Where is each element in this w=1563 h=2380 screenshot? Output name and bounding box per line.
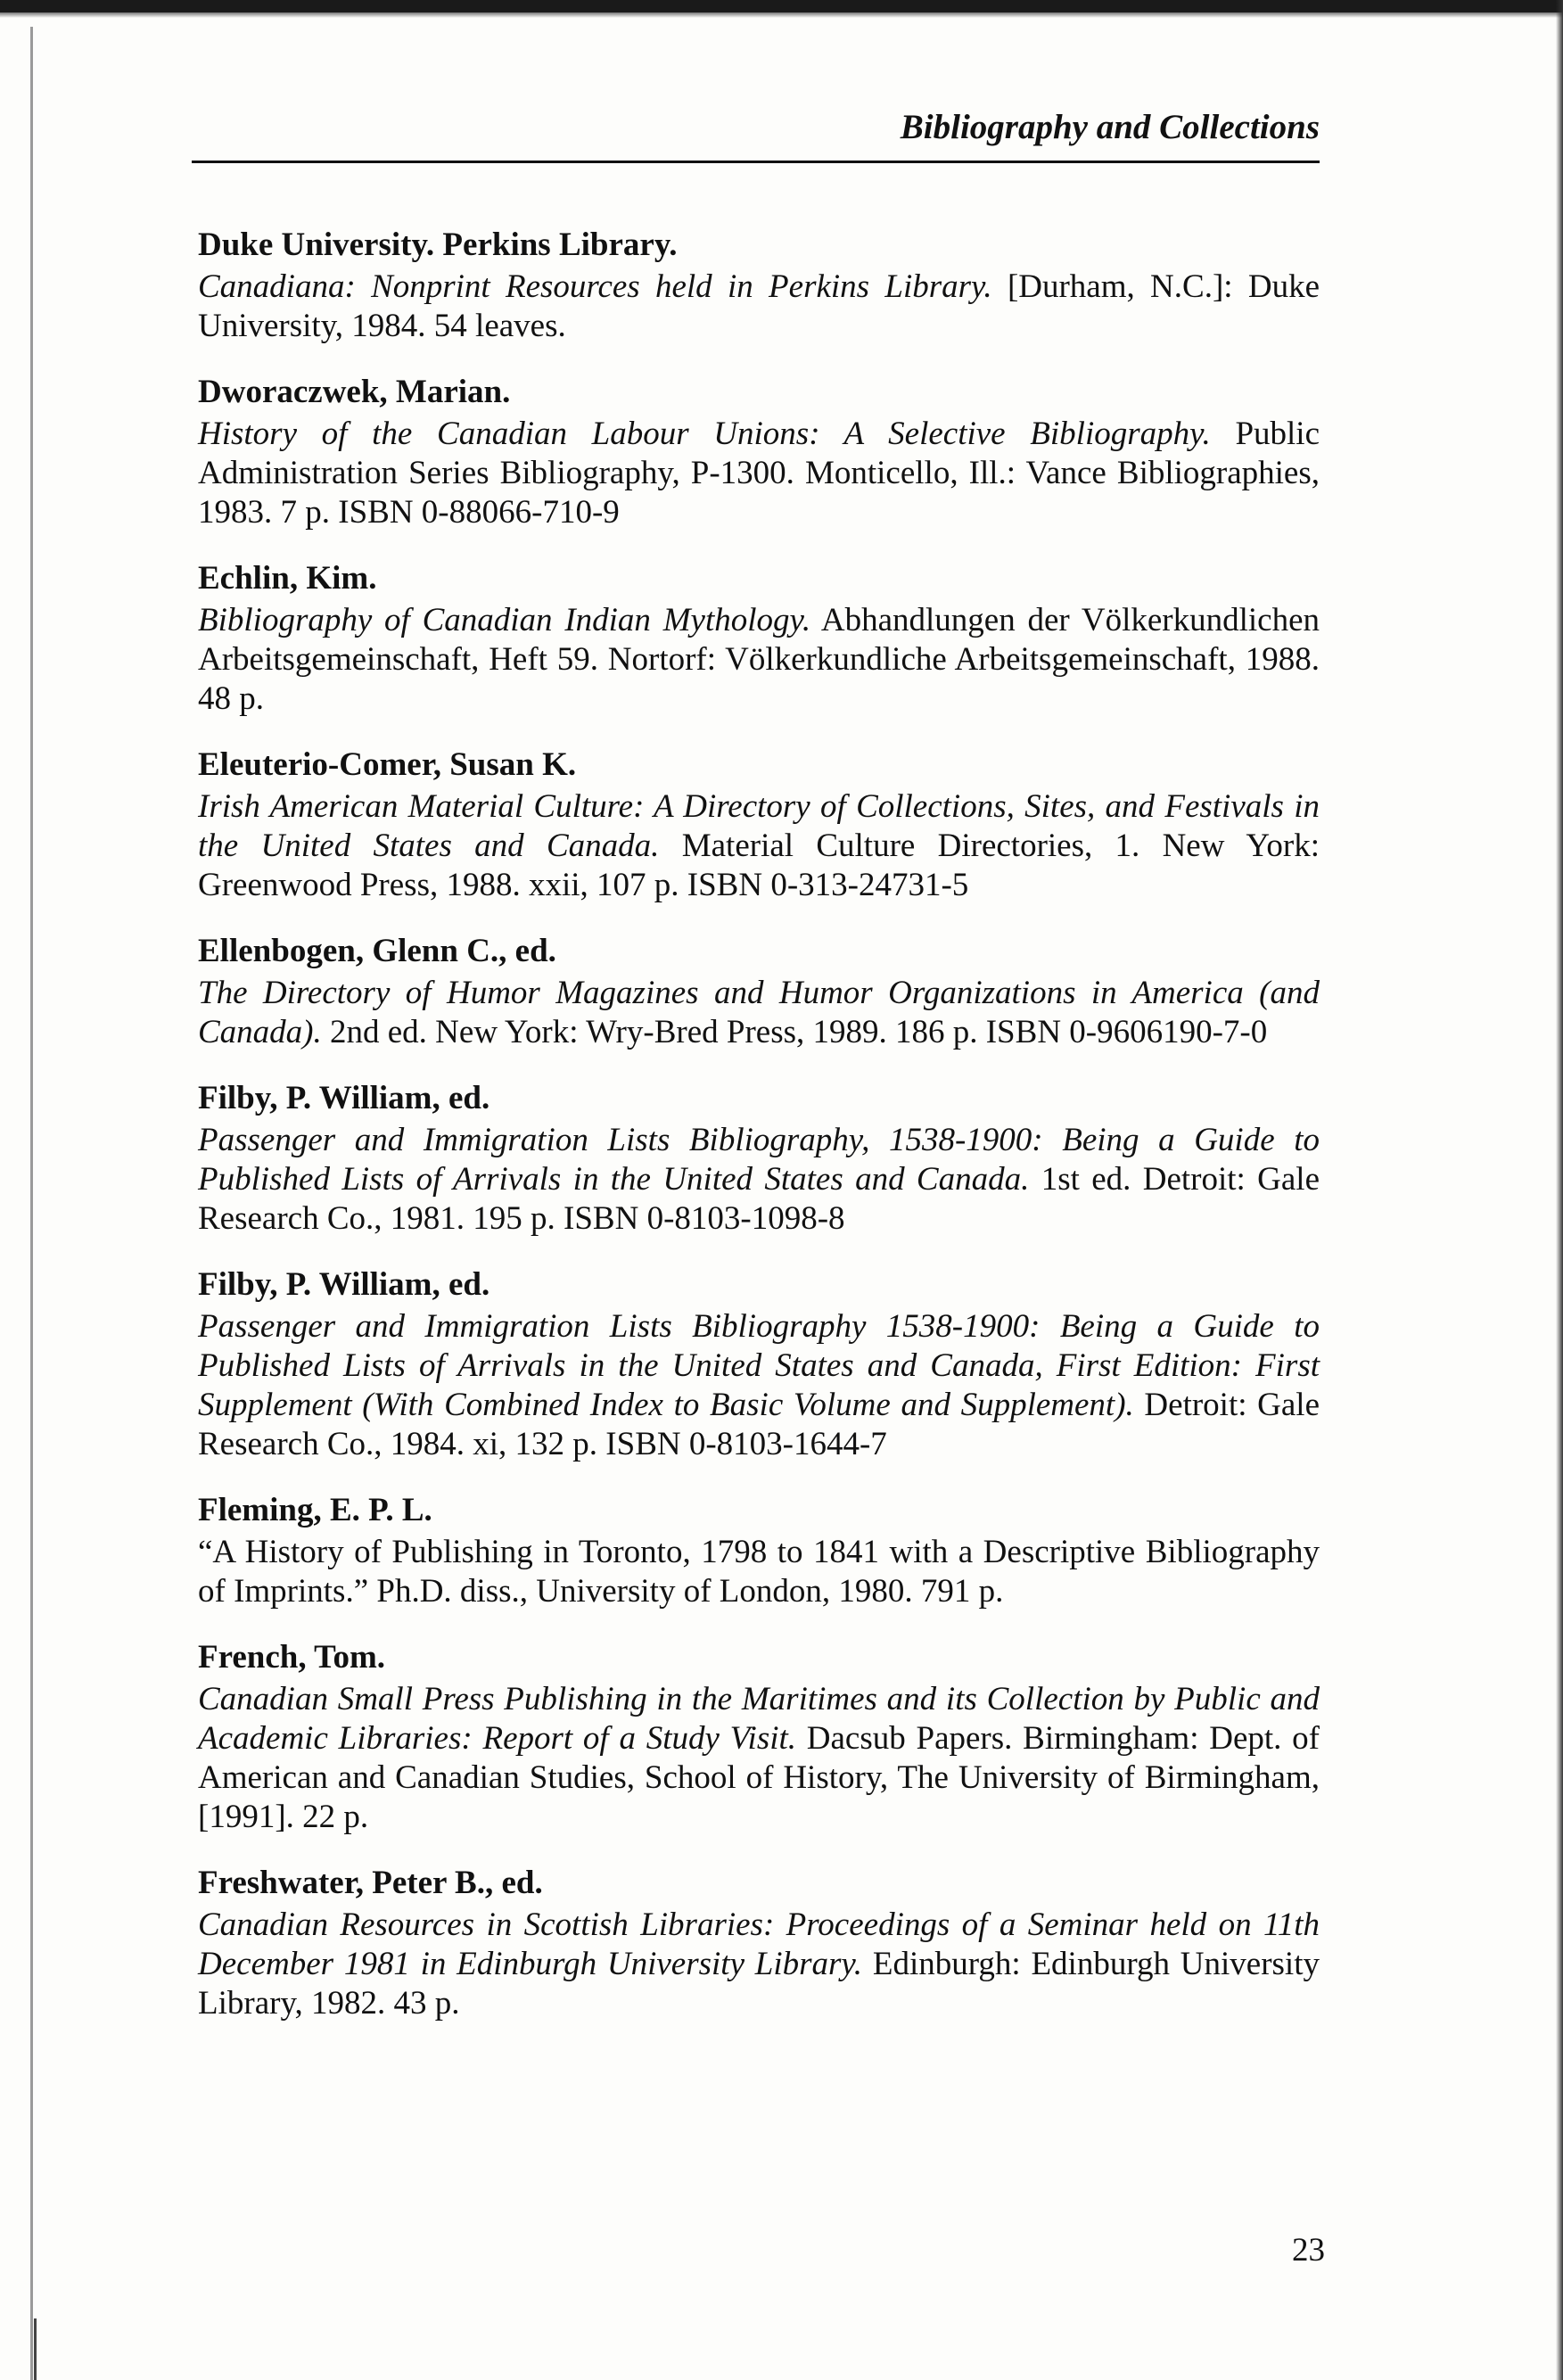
bibliography-entry: [198, 1861, 1320, 2023]
entry-description: [198, 1906, 1320, 2023]
scan-left-edge-mark: [34, 2318, 37, 2380]
scan-right-edge: [1556, 0, 1563, 2380]
bibliography-entry: [198, 223, 1320, 346]
bibliography-entry: [198, 1635, 1320, 1837]
entry-author: French, Tom.: [198, 1639, 386, 1676]
entry-title: Passenger and Immigration Lists Bibliography 1538-1900: Being a Guide to Published Lists of Arrivals in the United States and Canada, First Edition: First Supplement (With Combined Index to Basic Volume and Supplement).: [198, 1308, 1320, 1423]
entry-title: Irish American Material Culture: A Directory of Collections, Sites, and Festivals in the United States and Canada.: [198, 788, 1320, 864]
entry-description: [198, 268, 1320, 346]
entry-title: History of the Canadian Labour Unions: A Selective Bibliography.: [198, 416, 1211, 452]
entry-title: Bibliography of Canadian Indian Mythology.: [198, 602, 811, 638]
scan-top-edge: [0, 0, 1563, 12]
header-rule: [192, 161, 1320, 163]
bibliography-entry: [198, 1076, 1320, 1239]
entry-author: Echlin, Kim.: [198, 560, 377, 597]
entry-description: [198, 601, 1320, 719]
entry-author: Eleuterio-Comer, Susan K.: [198, 746, 577, 783]
bibliography-entry: [198, 743, 1320, 905]
running-head: Bibliography and Collections: [900, 108, 1320, 146]
entry-description: [198, 1533, 1320, 1611]
entry-details: “A History of Publishing in Toronto, 1798 to 1841 with a Descriptive Bibliography of Imprints.” Ph.D. diss., University of London, 1980. 791 p.: [198, 1534, 1320, 1610]
entry-description: [198, 1307, 1320, 1464]
entry-details: Detroit: Gale Research Co., 1984. xi, 132 p. ISBN 0-8103-1644-7: [198, 1387, 1320, 1462]
entry-title: Canadian Resources in Scottish Libraries: Proceedings of a Seminar held on 11th December 1981 in Edinburgh University Library.: [198, 1906, 1320, 1982]
entry-author: Dworaczwek, Marian.: [198, 374, 511, 410]
bibliography-list: [198, 223, 1320, 2047]
bibliography-entry: [198, 1488, 1320, 1611]
entry-author: Freshwater, Peter B., ed.: [198, 1865, 543, 1901]
entry-author: Filby, P. William, ed.: [198, 1080, 490, 1116]
entry-details: 2nd ed. New York: Wry-Bred Press, 1989. 186 p. ISBN 0-9606190-7-0: [321, 1014, 1268, 1050]
entry-title: The Directory of Humor Magazines and Humor Organizations in America (and Canada).: [198, 975, 1320, 1050]
entry-title: Passenger and Immigration Lists Bibliography, 1538-1900: Being a Guide to Published Lists of Arrivals in the United States and Canada.: [198, 1122, 1320, 1198]
entry-details: Public Administration Series Bibliography, P-1300. Monticello, Ill.: Vance Bibliographies, 1983. 7 p. ISBN 0-88066-710-9: [198, 416, 1320, 531]
entry-details: [Durham, N.C.]: Duke University, 1984. 54 leaves.: [198, 268, 1320, 344]
entry-author: Duke University. Perkins Library.: [198, 226, 678, 263]
entry-author: Ellenbogen, Glenn C., ed.: [198, 933, 556, 969]
bibliography-entry: [198, 1263, 1320, 1464]
entry-description: [198, 415, 1320, 532]
scan-left-edge: [30, 27, 33, 2380]
page-number: 23: [1292, 2232, 1325, 2269]
entry-author: Fleming, E. P. L.: [198, 1492, 432, 1528]
entry-description: [198, 1121, 1320, 1239]
bibliography-entry: [198, 370, 1320, 532]
entry-details: Abhandlungen der Völkerkundlichen Arbeitsgemeinschaft, Heft 59. Nortorf: Völkerkundliche Arbeitsgemeinschaft, 1988. 48 p.: [198, 602, 1320, 717]
bibliography-entry: [198, 556, 1320, 719]
entry-description: [198, 974, 1320, 1052]
bibliography-entry: [198, 929, 1320, 1052]
entry-details: 1st ed. Detroit: Gale Research Co., 1981. 195 p. ISBN 0-8103-1098-8: [198, 1161, 1320, 1237]
entry-details: Edinburgh: Edinburgh University Library, 1982. 43 p.: [198, 1946, 1320, 2022]
entry-title: Canadiana: Nonprint Resources held in Perkins Library.: [198, 268, 992, 305]
entry-details: Material Culture Directories, 1. New York: Greenwood Press, 1988. xxii, 107 p. ISBN 0-313-24731-5: [198, 828, 1320, 903]
entry-title: Canadian Small Press Publishing in the Maritimes and its Collection by Public and Academic Libraries: Report of a Study Visit.: [198, 1681, 1320, 1757]
page-header: [192, 105, 1320, 163]
entry-author: Filby, P. William, ed.: [198, 1266, 490, 1303]
entry-description: [198, 787, 1320, 905]
entry-description: [198, 1680, 1320, 1837]
entry-details: Dacsub Papers. Birmingham: Dept. of American and Canadian Studies, School of History, The University of Birmingham, [1991]. 22 p.: [198, 1720, 1320, 1835]
